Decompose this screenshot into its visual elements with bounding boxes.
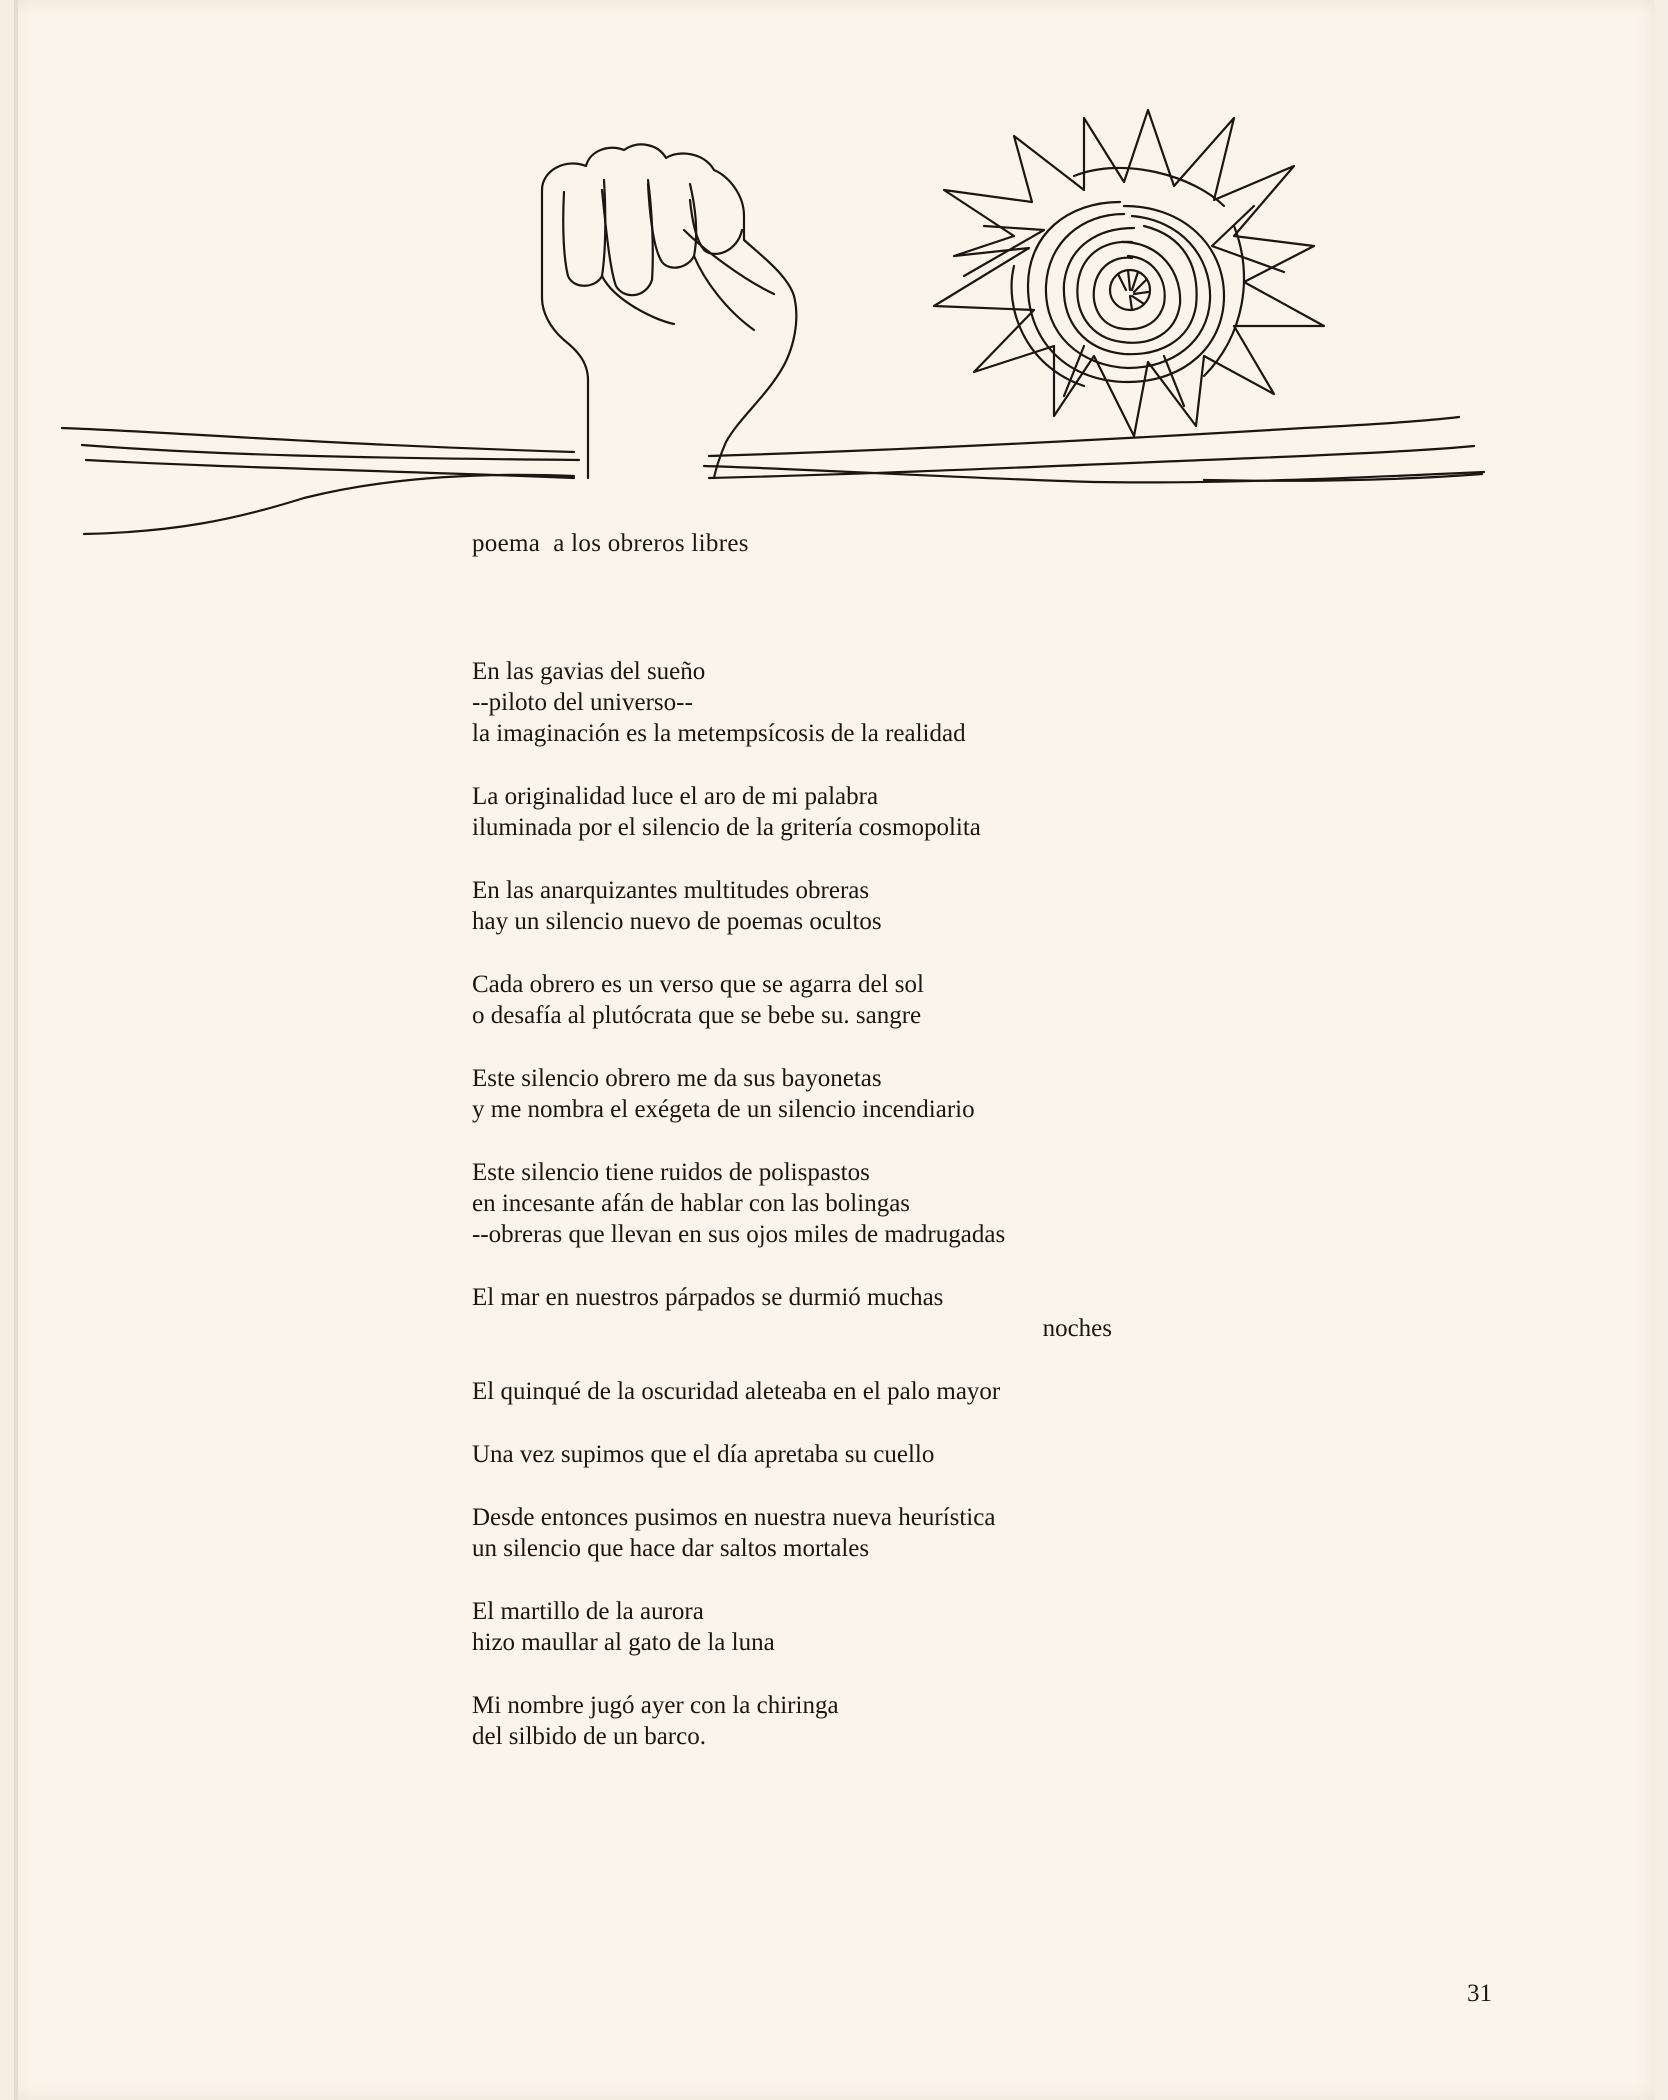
stanza-11 [472, 1596, 1112, 1658]
stanza-3 [472, 875, 1112, 937]
fist-and-sun-illustration [54, 80, 1494, 550]
poem-line: Mi nombre jugó ayer con la chiringa [472, 1692, 839, 1719]
page-edge [14, 0, 18, 2100]
book-page [14, 0, 1654, 2100]
poem-line: del silbido de un barco. [472, 1723, 706, 1750]
poem-line: y me nombra el exégeta de un silencio incendiario [472, 1096, 975, 1123]
stanza-4 [472, 969, 1112, 1031]
poem-line: un silencio que hace dar saltos mortales [472, 1535, 870, 1562]
poem-line: Una vez supimos que el día apretaba su cuello [472, 1441, 935, 1468]
stanza-7 [472, 1282, 1112, 1344]
poem-line: --piloto del universo-- [472, 689, 693, 716]
poem-line: Desde entonces pusimos en nuestra nueva heurística [472, 1504, 996, 1531]
stanza-10 [472, 1502, 1112, 1564]
poem-line: o desafía al plutócrata que se bebe su. sangre [472, 1002, 922, 1029]
poem-line: El martillo de la aurora [472, 1598, 704, 1625]
stanza-2 [472, 781, 1112, 843]
poem-line: En las gavias del sueño [472, 658, 706, 685]
poem-line: Este silencio tiene ruidos de polispastos [472, 1159, 870, 1186]
raised-fist-icon [542, 144, 796, 478]
stanza-8 [472, 1376, 1112, 1407]
stanza-6 [472, 1157, 1112, 1250]
poem-line: en incesante afán de hablar con las bolingas [472, 1190, 911, 1217]
poem-line: En las anarquizantes multitudes obreras [472, 877, 870, 904]
poem-line: Cada obrero es un verso que se agarra del sol [472, 971, 924, 998]
poem-line: hay un silencio nuevo de poemas ocultos [472, 908, 882, 935]
poem-line: la imaginación es la metempsícosis de la realidad [472, 720, 966, 747]
poem-line: noches [1042, 1315, 1112, 1342]
poem-line: El mar en nuestros párpados se durmió muchas [472, 1284, 944, 1311]
poem-body [472, 656, 1112, 1784]
poem-line: --obreras que llevan en sus ojos miles de madrugadas [472, 1221, 1006, 1248]
poem-line: Este silencio obrero me da sus bayonetas [472, 1065, 882, 1092]
poem-title: poema a los obreros libres [472, 530, 749, 557]
stanza-12 [472, 1690, 1112, 1752]
horizon-lines-icon [62, 417, 1484, 534]
stanza-9 [472, 1439, 1112, 1470]
poem-line: iluminada por el silencio de la gritería cosmopolita [472, 814, 981, 841]
spiral-sun-icon [934, 110, 1324, 436]
poem-line: hizo maullar al gato de la luna [472, 1629, 775, 1656]
stanza-5 [472, 1063, 1112, 1125]
poem-line: La originalidad luce el aro de mi palabra [472, 783, 879, 810]
page-number: 31 [1467, 1980, 1492, 2007]
stanza-1 [472, 656, 1112, 749]
poem-line: El quinqué de la oscuridad aleteaba en el palo mayor [472, 1378, 1001, 1405]
